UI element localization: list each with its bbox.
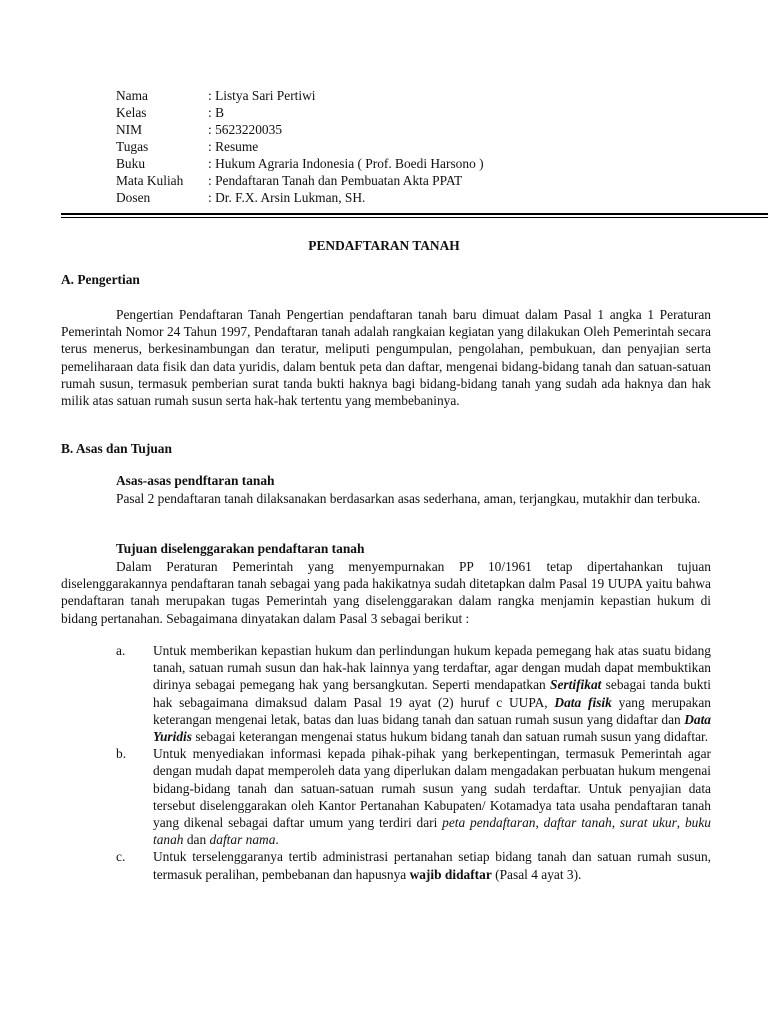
identity-value: : Dr. F.X. Arsin Lukman, SH. xyxy=(208,190,366,205)
term-data-fisik: Data fisik xyxy=(554,694,612,710)
tujuan-paragraph: Dalam Peraturan Pemerintah yang menyempurnakan PP 10/1961 tetap dipertahankan tujuan diselenggarakannya pendaftaran tanah sebagai yang pada hakikatnya sudah ditetapkan dalm Pasal 19 UUPA yaitu bahwa pendaftaran tanah merupakan tugas Pemerintah yang diselenggarakan dalam rangka menjamin kepastian hukum di bidang pertanahan. Sebagaimana dinyatakan dalam Pasal 3 sebagai berikut : xyxy=(61,559,711,626)
section-a-paragraph: Pengertian Pendaftaran Tanah Pengertian pendaftaran tanah baru dimuat dalam Pasal 1 angka 1 Peraturan Pemerintah Nomor 24 Tahun 1997, Pendaftaran tanah adalah rangkaian kegiatan yang dilakukan Oleh Pemerintah secara terus menerus, berkesinambungan dan teratur, meliputi pengumpulan, pengolahan, pembukuan, dan penyajian serta pemeliharaan data fisik dan data yuridis, dalam bentuk peta dan daftar, mengenai bidang-bidang tanah dan satuan-satuan rumah susun, termasuk pemberian surat tanda bukti haknya bagi bidang-bidang tanah yang sudah ada haknya dan hak milik atas satuan rumah susun serta hak-hak tertentu yang membebaninya. xyxy=(61,307,711,409)
list-marker: c. xyxy=(116,849,126,865)
identity-label: NIM xyxy=(116,122,143,137)
identity-label: Buku xyxy=(116,156,146,171)
identity-value: : 5623220035 xyxy=(208,122,283,137)
list-item-text: Untuk terselenggaranya tertib administrasi pertanahan setiap bidang tanah dan satuan rumah susun, termasuk peralihan, pembebanan dan hapusnya wajib didaftar (Pasal 4 ayat 3). xyxy=(153,849,711,882)
identity-label: Nama xyxy=(116,88,148,103)
identity-row-nim xyxy=(116,121,484,138)
identity-label: Kelas xyxy=(116,105,147,120)
header-divider-thin xyxy=(61,217,768,218)
document-title: PENDAFTARAN TANAH xyxy=(308,238,460,253)
list-marker: a. xyxy=(116,643,126,658)
header-divider-thick xyxy=(61,213,768,215)
list-marker: b. xyxy=(116,746,127,762)
identity-value: : B xyxy=(208,105,224,120)
identity-row-kelas xyxy=(116,104,484,121)
identity-value: : Listya Sari Pertiwi xyxy=(208,88,316,103)
list-item xyxy=(116,745,711,848)
identity-value: : Pendaftaran Tanah dan Pembuatan Akta PPAT xyxy=(208,173,463,188)
section-b-heading: B. Asas dan Tujuan xyxy=(61,441,172,456)
term-data-yuridis: Data Yuridis xyxy=(153,711,711,745)
identity-row-mata-kuliah xyxy=(116,172,484,189)
term-wajib-didaftar: wajib didaftar xyxy=(409,866,492,882)
identity-label: Mata Kuliah xyxy=(116,173,184,188)
tujuan-heading: Tujuan diselenggarakan pendaftaran tanah xyxy=(116,541,365,556)
identity-row-tugas xyxy=(116,138,484,155)
list-item-text: Untuk memberikan kepastian hukum dan perlindungan hukum kepada pemegang hak atas suatu bidang tanah, satuan rumah susun dan hak-hak lainnya yang terdaftar, agar dengan mudah dapat membuktikan dirinya sebagai pemegang hak yang bersangkutan. Seperti mendapatkan Sertifikat sebagai tanda bukti hak sebagaimana dimaksud dalam Pasal 19 ayat (2) huruf c UUPA, Data fisik yang merupakan keterangan mengenai letak, batas dan luas bidang tanah dan satuan rumah susun yang didaftar dan Data Yuridis sebagai keterangan mengenai status hukum bidang tanah dan satuan rumah susun yang didaftar. xyxy=(153,643,712,745)
list-item xyxy=(116,848,711,882)
asas-paragraph: Pasal 2 pendaftaran tanah dilaksanakan berdasarkan asas sederhana, aman, terjangkau, mutakhir dan terbuka. xyxy=(116,491,701,506)
identity-value: : Resume xyxy=(208,139,259,154)
identity-label: Dosen xyxy=(116,190,151,205)
identity-row-buku xyxy=(116,155,484,172)
list-item-text: Untuk menyediakan informasi kepada pihak-pihak yang berkepentingan, termasuk Pemerintah agar dengan mudah dapat memperoleh data yang diperlukan dalam mengadakan perbuatan hukum mengenai bidang-bidang tanah dan satuan-satuan rumah susun yang sudah terdaftar. Untuk penyajian data tersebut diselenggarakan oleh Kantor Pertanahan Kabupaten/ Kotamadya tata usaha pendaftaran tanah yang dikenal sebagai daftar umum yang terdiri dari peta pendaftaran, daftar tanah, surat ukur, buku tanah dan daftar nama. xyxy=(153,746,711,848)
term-sertifikat: Sertifikat xyxy=(550,677,602,693)
asas-heading: Asas-asas pendftaran tanah xyxy=(116,473,275,488)
section-a-heading: A. Pengertian xyxy=(61,272,140,287)
identity-row-nama xyxy=(116,87,484,104)
identity-row-dosen xyxy=(116,189,484,206)
identity-value: : Hukum Agraria Indonesia ( Prof. Boedi Harsono ) xyxy=(208,156,484,171)
identity-block xyxy=(116,87,484,206)
identity-label: Tugas xyxy=(116,139,149,154)
list-item xyxy=(116,642,711,745)
tujuan-list xyxy=(116,642,711,883)
